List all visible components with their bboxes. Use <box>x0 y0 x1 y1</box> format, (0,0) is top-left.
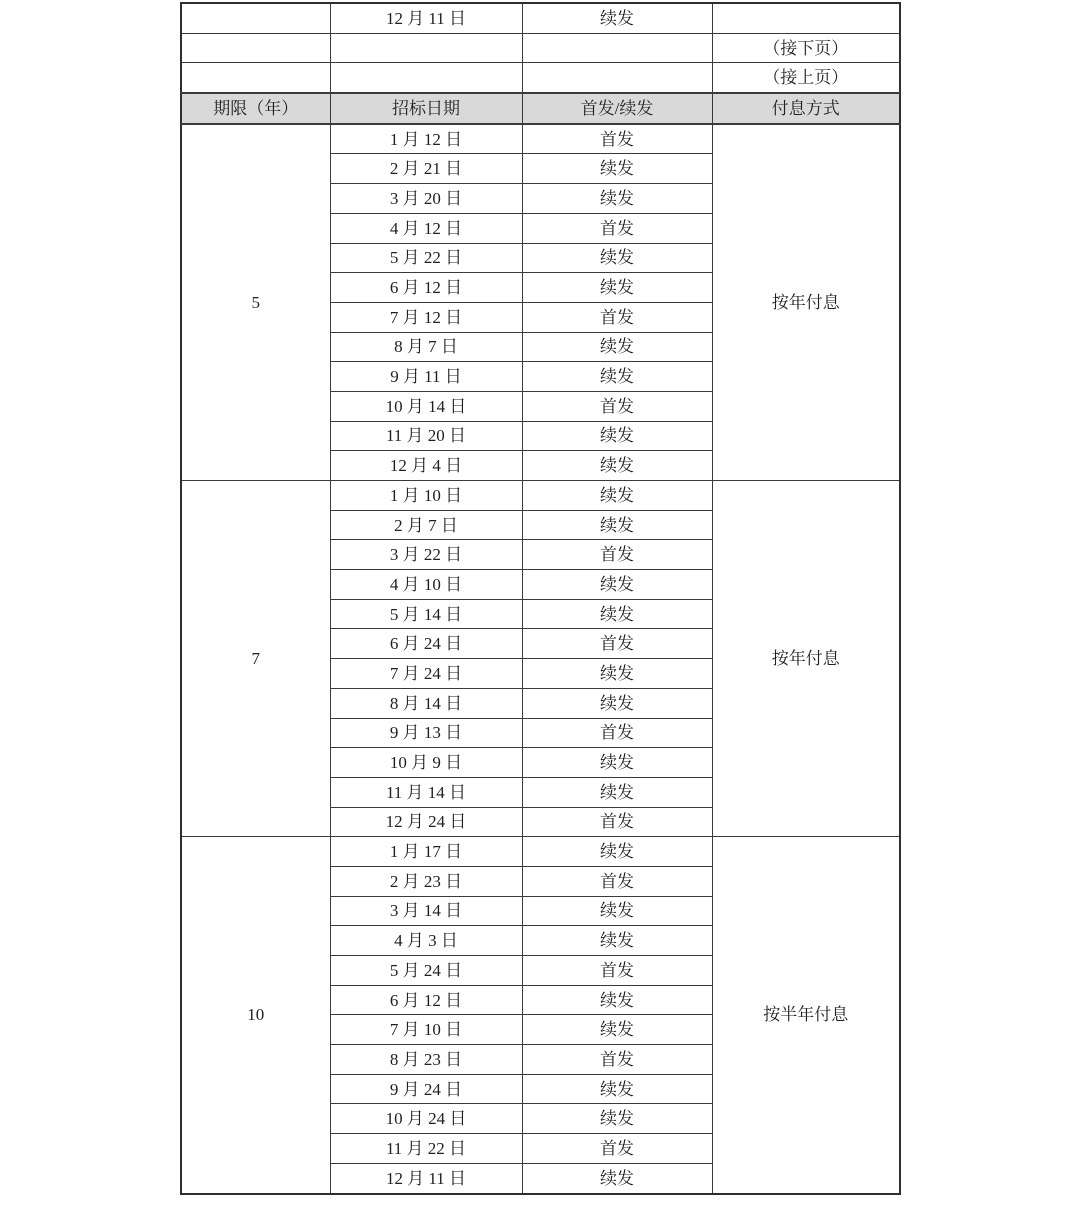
term-cell <box>181 3 330 33</box>
issuance-schedule-table <box>180 2 901 1195</box>
issue-type-cell: 续发 <box>522 451 712 481</box>
issue-type-cell: 首发 <box>522 1134 712 1164</box>
term-cell: 10 <box>181 837 330 1194</box>
tender-date-cell: 11 月 14 日 <box>330 777 522 807</box>
page-continuation-cell: （接下页） <box>712 33 900 63</box>
tender-date-cell: 9 月 13 日 <box>330 718 522 748</box>
header-row <box>181 93 900 124</box>
tender-date-cell: 12 月 11 日 <box>330 3 522 33</box>
tender-date-cell: 7 月 12 日 <box>330 302 522 332</box>
tender-date-cell: 12 月 11 日 <box>330 1163 522 1193</box>
issue-type-cell: 续发 <box>522 362 712 392</box>
carryover-row <box>181 63 900 93</box>
tender-date-cell: 7 月 24 日 <box>330 659 522 689</box>
issue-type-cell: 续发 <box>522 985 712 1015</box>
tender-date-cell: 5 月 24 日 <box>330 956 522 986</box>
tender-date-cell: 12 月 24 日 <box>330 807 522 837</box>
column-header-issue-type: 首发/续发 <box>522 93 712 124</box>
page-continuation-cell <box>712 3 900 33</box>
issue-type-cell: 首发 <box>522 718 712 748</box>
term-cell <box>181 63 330 93</box>
issue-type-cell: 首发 <box>522 302 712 332</box>
tender-date-cell <box>330 33 522 63</box>
issue-type-cell: 续发 <box>522 481 712 511</box>
issue-type-cell: 续发 <box>522 3 712 33</box>
issue-type-cell: 首发 <box>522 540 712 570</box>
tender-date-cell: 7 月 10 日 <box>330 1015 522 1045</box>
issue-type-cell: 续发 <box>522 154 712 184</box>
tender-date-cell: 2 月 21 日 <box>330 154 522 184</box>
tender-date-cell: 9 月 11 日 <box>330 362 522 392</box>
tender-date-cell: 1 月 10 日 <box>330 481 522 511</box>
issuance-table-body <box>181 3 900 1194</box>
payment-method-cell: 按年付息 <box>712 481 900 837</box>
issue-type-cell: 续发 <box>522 748 712 778</box>
table-row <box>181 124 900 154</box>
carryover-row <box>181 3 900 33</box>
term-cell: 7 <box>181 481 330 837</box>
tender-date-cell: 9 月 24 日 <box>330 1074 522 1104</box>
issue-type-cell: 续发 <box>522 1015 712 1045</box>
tender-date-cell: 3 月 22 日 <box>330 540 522 570</box>
column-header-term: 期限（年） <box>181 93 330 124</box>
tender-date-cell: 10 月 9 日 <box>330 748 522 778</box>
tender-date-cell: 6 月 12 日 <box>330 273 522 303</box>
tender-date-cell: 10 月 24 日 <box>330 1104 522 1134</box>
table-row <box>181 481 900 511</box>
issue-type-cell: 续发 <box>522 273 712 303</box>
issue-type-cell: 续发 <box>522 926 712 956</box>
issue-type-cell <box>522 63 712 93</box>
issue-type-cell: 续发 <box>522 896 712 926</box>
issue-type-cell: 首发 <box>522 629 712 659</box>
tender-date-cell: 3 月 14 日 <box>330 896 522 926</box>
tender-date-cell: 4 月 12 日 <box>330 213 522 243</box>
issue-type-cell: 续发 <box>522 688 712 718</box>
issue-type-cell: 续发 <box>522 599 712 629</box>
issue-type-cell: 首发 <box>522 124 712 154</box>
table-row <box>181 837 900 867</box>
tender-date-cell: 11 月 22 日 <box>330 1134 522 1164</box>
tender-date-cell: 11 月 20 日 <box>330 421 522 451</box>
issue-type-cell: 首发 <box>522 391 712 421</box>
carryover-row <box>181 33 900 63</box>
issue-type-cell: 续发 <box>522 421 712 451</box>
term-cell <box>181 33 330 63</box>
issue-type-cell: 续发 <box>522 570 712 600</box>
issue-type-cell: 续发 <box>522 1074 712 1104</box>
issue-type-cell: 续发 <box>522 332 712 362</box>
issue-type-cell: 续发 <box>522 243 712 273</box>
column-header-tender-date: 招标日期 <box>330 93 522 124</box>
issue-type-cell: 续发 <box>522 777 712 807</box>
issue-type-cell: 首发 <box>522 1045 712 1075</box>
issue-type-cell: 首发 <box>522 213 712 243</box>
issue-type-cell: 续发 <box>522 659 712 689</box>
tender-date-cell: 8 月 14 日 <box>330 688 522 718</box>
tender-date-cell: 8 月 23 日 <box>330 1045 522 1075</box>
term-cell: 5 <box>181 124 330 481</box>
issue-type-cell: 首发 <box>522 807 712 837</box>
issue-type-cell: 续发 <box>522 510 712 540</box>
issue-type-cell: 续发 <box>522 837 712 867</box>
tender-date-cell: 3 月 20 日 <box>330 184 522 214</box>
issue-type-cell <box>522 33 712 63</box>
issue-type-cell: 首发 <box>522 866 712 896</box>
tender-date-cell: 5 月 22 日 <box>330 243 522 273</box>
tender-date-cell: 6 月 12 日 <box>330 985 522 1015</box>
issue-type-cell: 首发 <box>522 956 712 986</box>
tender-date-cell: 10 月 14 日 <box>330 391 522 421</box>
column-header-payment-method: 付息方式 <box>712 93 900 124</box>
tender-date-cell: 1 月 12 日 <box>330 124 522 154</box>
issue-type-cell: 续发 <box>522 1163 712 1193</box>
tender-date-cell: 6 月 24 日 <box>330 629 522 659</box>
issue-type-cell: 续发 <box>522 1104 712 1134</box>
payment-method-cell: 按年付息 <box>712 124 900 481</box>
tender-date-cell: 2 月 23 日 <box>330 866 522 896</box>
tender-date-cell <box>330 63 522 93</box>
page-continuation-cell: （接上页） <box>712 63 900 93</box>
tender-date-cell: 4 月 3 日 <box>330 926 522 956</box>
payment-method-cell: 按半年付息 <box>712 837 900 1194</box>
tender-date-cell: 1 月 17 日 <box>330 837 522 867</box>
tender-date-cell: 4 月 10 日 <box>330 570 522 600</box>
tender-date-cell: 2 月 7 日 <box>330 510 522 540</box>
tender-date-cell: 5 月 14 日 <box>330 599 522 629</box>
tender-date-cell: 8 月 7 日 <box>330 332 522 362</box>
tender-date-cell: 12 月 4 日 <box>330 451 522 481</box>
issue-type-cell: 续发 <box>522 184 712 214</box>
